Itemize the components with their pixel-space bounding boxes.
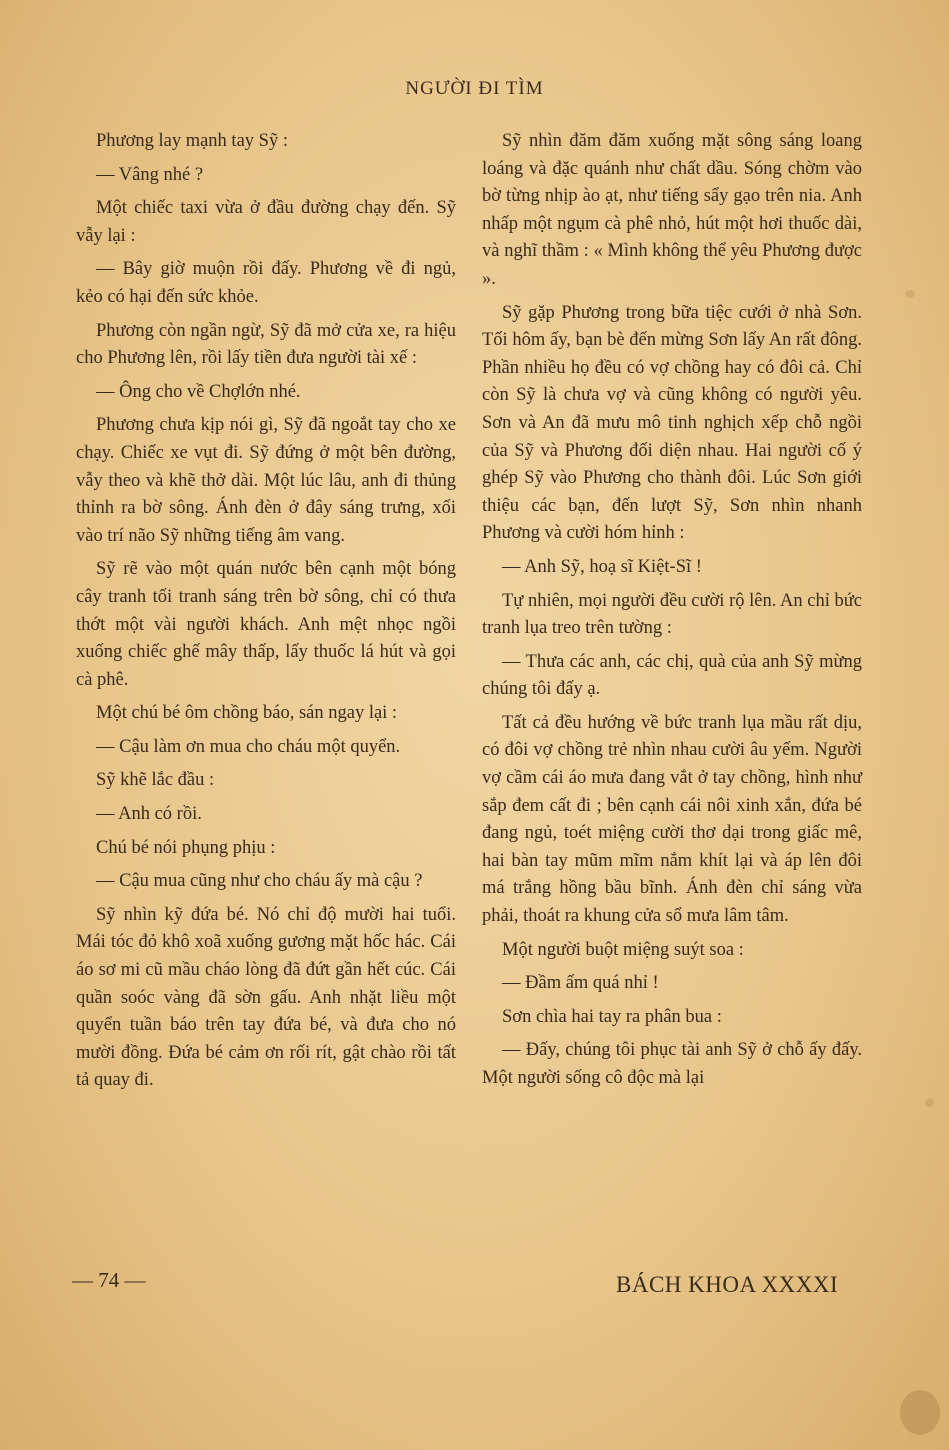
publication-name: BÁCH KHOA XXXXI (616, 1272, 839, 1297)
paragraph: Một chiếc taxi vừa ở đầu đường chạy đến. Sỹ vẫy lại : (76, 198, 456, 246)
paragraph: Sỹ nhìn đăm đăm xuống mặt sông sáng loang loáng và đặc quánh như chất dầu. Sóng chờm vào bờ từng nhịp ào ạt, như tiếng sẩy gạo trên nia. Anh nhấp một ngụm cà phê nhỏ, hút một hơi thuốc dài, và nghĩ thầm : « Mình không thể yêu Phương được ». (482, 131, 862, 289)
paragraph: — Anh Sỹ, hoạ sĩ Kiệt-Sĩ ! (502, 556, 702, 577)
page-number: — 74 — (72, 1268, 146, 1292)
left-column (76, 128, 456, 1101)
paragraph: Sỹ gặp Phương trong bữa tiệc cưới ở nhà Sơn. Tối hôm ấy, bạn bè đến mừng Sơn lấy An rất đông. Phần nhiều họ đều có vợ chồng hay có đôi cả. Chỉ còn Sỹ là chưa vợ và cũng không có người yêu. Sơn và An đã mưu mô tinh nghịch xếp chỗ ngồi của Sỹ và Phương đối diện nhau. Hai người cố ý ghép Sỹ vào Phương cho thành đôi. Lúc Sơn giới thiệu các bạn, đến lượt Sỹ, Sơn nhìn nhanh Phương và cười hóm hỉnh : (482, 302, 862, 544)
paragraph: Sỹ khẽ lắc đầu : (96, 770, 215, 791)
right-column (482, 128, 862, 1099)
paragraph: — Đấy, chúng tôi phục tài anh Sỹ ở chỗ ấy đấy. Một người sống cô độc mà lại (482, 1040, 862, 1088)
paragraph: Phương lay mạnh tay Sỹ : (96, 131, 288, 151)
paragraph: — Bây giờ muộn rồi đấy. Phương về đi ngủ, kẻo có hại đến sức khỏe. (76, 259, 456, 307)
paragraph: Một chú bé ôm chồng báo, sán ngay lại : (96, 703, 398, 724)
running-header: NGƯỜI ĐI TÌM (405, 78, 544, 99)
paragraph: Phương chưa kịp nói gì, Sỹ đã ngoắt tay cho xe chạy. Chiếc xe vụt đi. Sỹ đứng ở một bên đường, vẫy theo và khẽ thở dài. Một lúc lâu, anh đi thủng thỉnh ra bờ sông. Ánh đèn ở đây sáng trưng, xối vào trí não Sỹ những tiếng âm vang. (76, 415, 456, 546)
paragraph: Một người buột miệng suýt soa : (502, 939, 744, 960)
paragraph: — Cậu mua cũng như cho cháu ấy mà cậu ? (96, 871, 423, 892)
paragraph: Sơn chìa hai tay ra phân bua : (502, 1006, 722, 1027)
paper-stain (925, 1098, 934, 1107)
paragraph: Sỹ nhìn kỹ đứa bé. Nó chỉ độ mười hai tuổi. Mái tóc đỏ khô xoã xuống gương mặt hốc hác. Cái áo sơ mi cũ mầu cháo lòng đã đứt gần hết cúc. Cái quần soóc vàng đã sờn gấu. Anh nhặt liều một quyển tuần báo trên tay đứa bé, và đưa cho nó mười đồng. Đứa bé cảm ơn rối rít, gật chào rồi tất tả quay đi. (76, 904, 456, 1091)
paragraph: — Thưa các anh, các chị, quà của anh Sỹ mừng chúng tôi đấy ạ. (482, 651, 862, 700)
paragraph: — Đầm ấm quá nhỉ ! (502, 973, 659, 994)
paragraph: Tự nhiên, mọi người đều cười rộ lên. An chỉ bức tranh lụa treo trên tường : (482, 590, 862, 639)
paragraph: Tất cả đều hướng về bức tranh lụa mầu rất dịu, có đôi vợ chồng trẻ nhìn nhau cười âu yếm. Người vợ cầm cái áo mưa đang vắt ở tay chồng, hình như sắp đem cất đi ; bên cạnh cái nôi xinh xắn, đứa bé đang ngủ, toét miệng cười thơ dại trong giấc mê, hai bàn tay mũm mĩm nắm khít lại và áp lên đôi má trắng hồng bầu bĩnh. Ánh đèn chỉ sáng vừa phải, thoát ra khung cửa sổ mưa lâm tâm. (482, 712, 862, 927)
paragraph: — Ông cho về Chợlớn nhé. (96, 381, 301, 402)
paragraph: — Anh có rồi. (96, 804, 202, 825)
paragraph: Phương còn ngần ngừ, Sỹ đã mở cửa xe, ra hiệu cho Phương lên, rồi lấy tiền đưa người tài xế : (76, 320, 456, 369)
paper-stain (905, 290, 915, 298)
paragraph: — Vâng nhé ? (96, 164, 204, 185)
paragraph: Chú bé nói phụng phịu : (96, 837, 276, 858)
paragraph: Sỹ rẽ vào một quán nước bên cạnh một bóng cây tranh tối tranh sáng trên bờ sông, chỉ có thưa thớt một vài người khách. Anh mệt nhọc ngồi xuống chiếc ghế mây thấp, lấy thuốc lá hút và gọi cà phê. (76, 559, 456, 690)
paper-stain (900, 1390, 940, 1435)
paragraph: — Cậu làm ơn mua cho cháu một quyển. (96, 736, 401, 757)
